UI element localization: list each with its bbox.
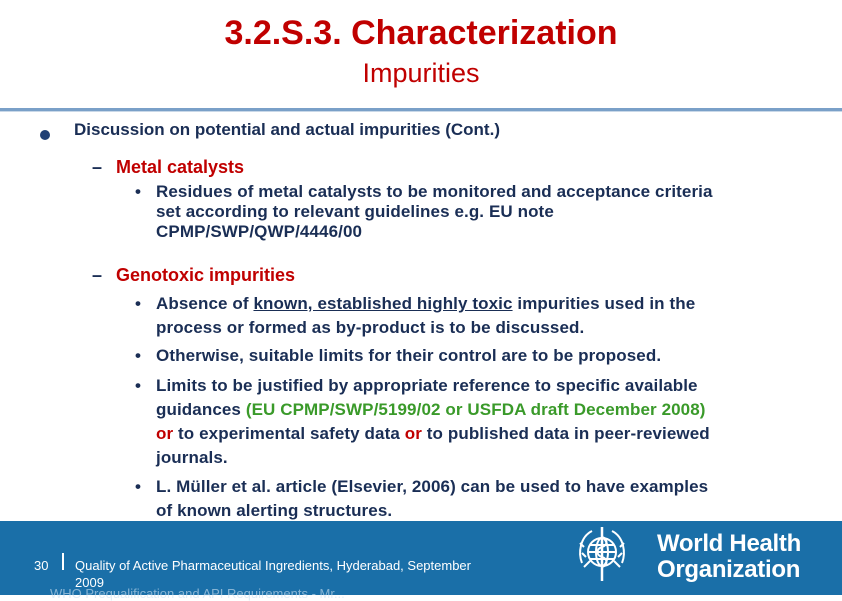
page-subtitle: Impurities — [362, 58, 480, 88]
metal-heading: Metal catalysts — [116, 157, 245, 177]
bullet-dot: • — [135, 376, 141, 395]
footer-text-cut: WHO Prequalification and API Requirements - Mr... — [50, 586, 345, 601]
metal-line-3: CPMP/SWP/QWP/4446/00 — [156, 222, 363, 241]
organization-name: World Health Organization — [657, 530, 801, 583]
main-bullet-dot — [40, 130, 50, 140]
genotoxic-b1-line-1: Absence of known, established highly toxic impurities used in the — [156, 294, 696, 313]
bullet-dot: • — [135, 346, 141, 365]
page-title: 3.2.S.3. Characterization — [224, 14, 618, 52]
genotoxic-b3-line-1: Limits to be justified by appropriate reference to specific available — [156, 376, 698, 395]
who-emblem-icon — [572, 523, 632, 585]
genotoxic-b4-line-2: of known alerting structures. — [156, 501, 393, 520]
footer-separator — [62, 553, 64, 570]
title-divider-shadow — [0, 111, 842, 112]
page-number: 30 — [34, 558, 49, 573]
genotoxic-b3-line-2: guidances (EU CPMP/SWP/5199/02 or USFDA draft December 2008) — [156, 400, 706, 419]
metal-line-2: set according to relevant guidelines e.g. EU note — [156, 202, 554, 221]
main-bullet-text: Discussion on potential and actual impurities (Cont.) — [74, 120, 500, 139]
bullet-dot: • — [135, 294, 141, 313]
dash-marker: – — [92, 157, 103, 177]
metal-line-1: Residues of metal catalysts to be monitored and acceptance criteria — [156, 182, 713, 201]
bullet-dot: • — [135, 182, 141, 201]
bullet-dot: • — [135, 477, 141, 496]
genotoxic-heading: Genotoxic impurities — [116, 265, 296, 285]
genotoxic-b4-line-1: L. Müller et al. article (Elsevier, 2006) can be used to have examples — [156, 477, 709, 496]
genotoxic-b1-line-2: process or formed as by-product is to be discussed. — [156, 318, 585, 337]
genotoxic-b3-line-4: journals. — [156, 448, 228, 467]
genotoxic-b2: Otherwise, suitable limits for their control are to be proposed. — [156, 346, 662, 365]
genotoxic-b3-line-3: or to experimental safety data or to published data in peer-reviewed — [156, 424, 710, 443]
footer-text: Quality of Active Pharmaceutical Ingredients, Hyderabad, September 2009 — [75, 558, 471, 590]
dash-marker: – — [92, 265, 103, 285]
